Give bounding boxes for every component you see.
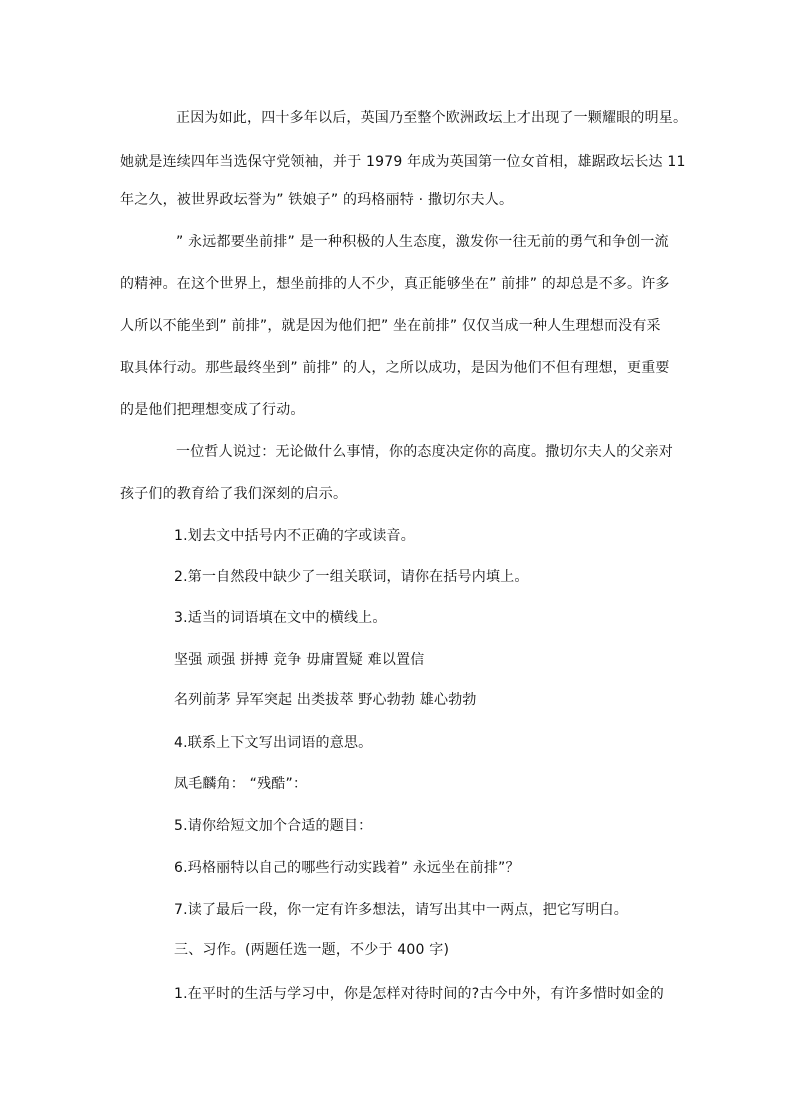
- paragraph-2-line-4: 取具体行动。那些最终坐到” 前排” 的人，之所以成功，是因为他们不但有理想，更重要: [120, 360, 670, 376]
- paragraph-3-line-1: 一位哲人说过：无论做什么事情，你的态度决定你的高度。撒切尔夫人的父亲对: [176, 444, 673, 460]
- paragraph-2-line-5: 的是他们把理想变成了行动。: [120, 402, 305, 418]
- question-4-terms: 凤毛麟角： “残酷”：: [174, 776, 308, 792]
- question-7: 7.读了最后一段，你一定有许多想法，请写出其中一两点，把它写明白。: [174, 902, 628, 918]
- paragraph-2-line-2: 的精神。在这个世界上，想坐前排的人不少，真正能够坐在” 前排” 的却总是不多。许多: [120, 276, 670, 292]
- question-3: 3.适当的词语填在文中的横线上。: [174, 610, 387, 626]
- paragraph-2-line-3: 人所以不能坐到” 前排”，就是因为他们把” 坐在前排” 仅仅当成一种人生理想而没有采: [120, 318, 661, 334]
- word-bank-line-2: 名列前茅 异军突起 出类拔萃 野心勃勃 雄心勃勃: [174, 692, 477, 708]
- question-1: 1.划去文中括号内不正确的字或读音。: [174, 528, 415, 544]
- paragraph-1-line-2: 她就是连续四年当选保守党领袖，并于 1979 年成为英国第一位女首相，雄踞政坛长达 11: [120, 154, 686, 170]
- question-4: 4.联系上下文写出词语的意思。: [174, 735, 373, 751]
- paragraph-2-line-1: ” 永远都要坐前排” 是一种积极的人生态度，激发你一往无前的勇气和争创一流: [176, 234, 669, 250]
- question-2: 2.第一自然段中缺少了一组关联词，请你在括号内填上。: [174, 569, 529, 585]
- paragraph-1-line-1: 正因为如此，四十多年以后，英国乃至整个欧洲政坛上才出现了一颗耀眼的明星。: [176, 110, 688, 126]
- word-bank-line-1: 坚强 顽强 拼搏 竞争 毋庸置疑 难以置信: [174, 652, 425, 668]
- paragraph-1-line-3: 年之久，被世界政坛誉为” 铁娘子” 的玛格丽特 · 撒切尔夫人。: [120, 192, 514, 208]
- writing-prompt-1: 1.在平时的生活与学习中，你是怎样对待时间的?古今中外，有许多惜时如金的: [174, 986, 664, 1002]
- question-6: 6.玛格丽特以自己的哪些行动实践着” 永远坐在前排”？: [174, 860, 520, 876]
- paragraph-3-line-2: 孩子们的教育给了我们深刻的启示。: [120, 486, 348, 502]
- section-three-heading: 三、习作。(两题任选一题，不少于 400 字): [174, 942, 450, 958]
- question-5: 5.请你给短文加个合适的题目：: [174, 818, 373, 834]
